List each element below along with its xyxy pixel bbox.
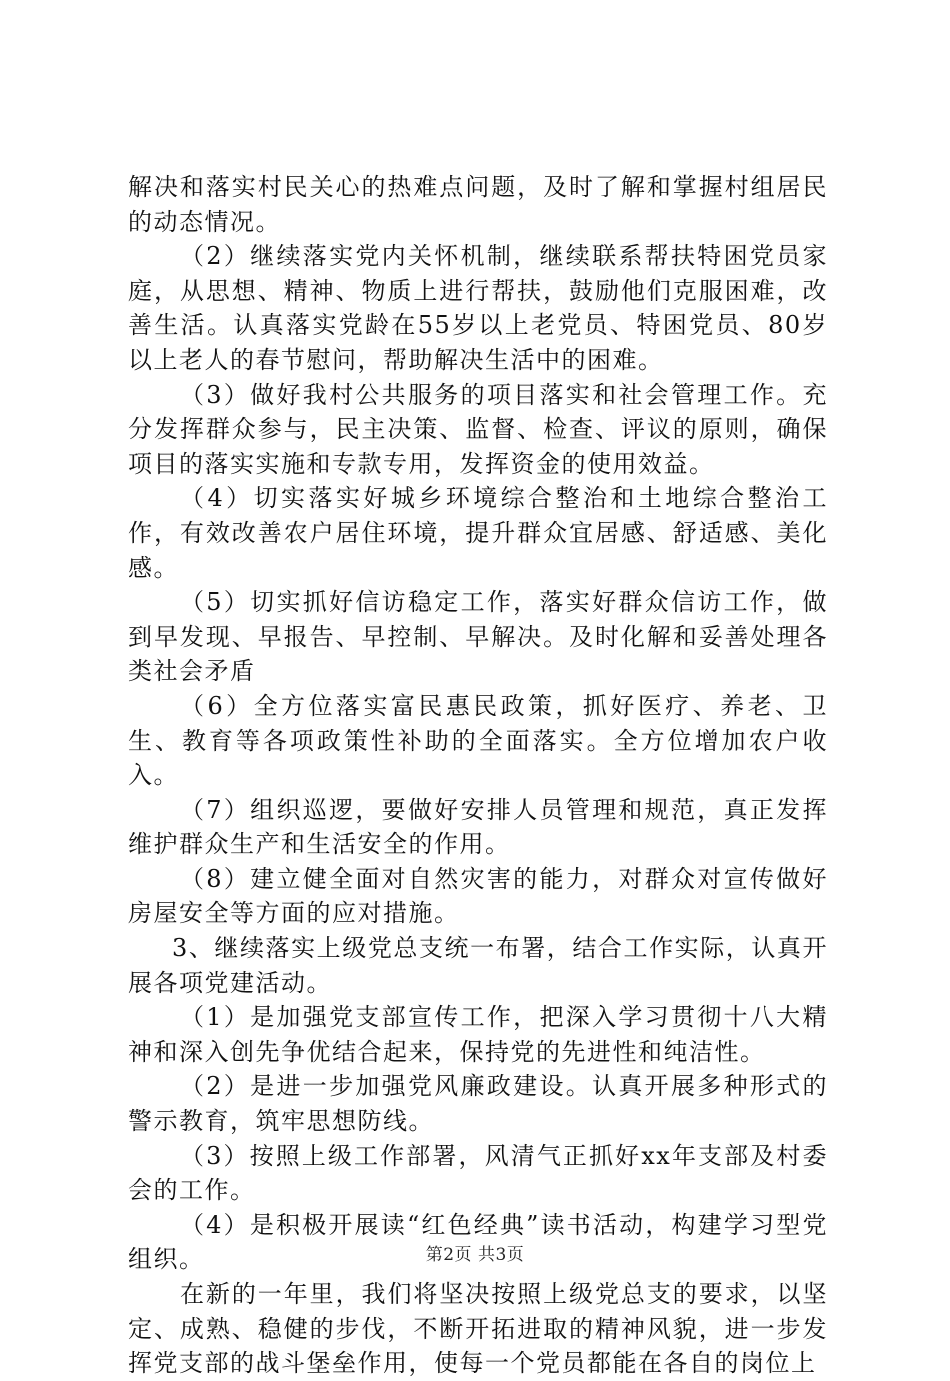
paragraph-item-7: （7）组织巡逻，要做好安排人员管理和规范，真正发挥维护群众生产和生活安全的作用。 [128, 795, 828, 859]
paragraph-sub-1: （1）是加强党支部宣传工作，把深入学习贯彻十八大精神和深入创先争优结合起来，保持党的先进性和纯洁性。 [128, 1003, 828, 1066]
paragraph-closing: 在新的一年里，我们将坚决按照上级党总支的要求，以坚定、成熟、稳健的步伐，不断开拓进取的精神风貌，进一步发挥党支部的战斗堡垒作用，使每一个党员都能在各自的岗位上 [128, 1280, 828, 1378]
paragraph-item-6: （6）全方位落实富民惠民政策，抓好医疗、养老、卫生、教育等各项政策性补助的全面落实。全方位增加农户收入。 [128, 691, 828, 790]
paragraph-sub-4: （4）是积极开展读“红色经典”读书活动，构建学习型党组织。 [128, 1210, 828, 1274]
paragraph-sub-3: （3）按照上级工作部署，风清气正抓好xx年支部及村委会的工作。 [128, 1141, 828, 1205]
paragraph-item-4: （4）切实落实好城乡环境综合整治和土地综合整治工作，有效改善农户居住环境，提升群众宜居感、舒适感、美化感。 [128, 484, 828, 582]
paragraph-item-5: （5）切实抓好信访稳定工作，落实好群众信访工作，做到早发现、早报告、早控制、早解决。及时化解和妥善处理各类社会矛盾 [128, 588, 828, 686]
paragraph-intro: 解决和落实村民关心的热难点问题，及时了解和掌握村组居民的动态情况。 [128, 173, 828, 236]
paragraph-item-3: （3）做好我村公共服务的项目落实和社会管理工作。充分发挥群众参与，民主决策、监督、检查、评议的原则，确保项目的落实实施和专款专用，发挥资金的使用效益。 [128, 380, 828, 478]
paragraph-item-2: （2）继续落实党内关怀机制，继续联系帮扶特困党员家庭，从思想、精神、物质上进行帮扶，鼓励他们克服困难，改善生活。认真落实党龄在55岁以上老党员、特困党员、80岁以上老人的春节慰问，帮助解决生活中的困难。 [128, 242, 828, 374]
paragraph-sub-2: （2）是进一步加强党风廉政建设。认真开展多种形式的警示教育，筑牢思想防线。 [128, 1072, 828, 1136]
paragraph-item-8: （8）建立健全面对自然灾害的能力，对群众对宣传做好房屋安全等方面的应对措施。 [128, 864, 828, 928]
document-body [128, 170, 828, 1381]
paragraph-section-3: 3、继续落实上级党总支统一布署，结合工作实际，认真开展各项党建活动。 [128, 934, 828, 997]
page-number-footer: 第2页 共3页 [425, 1245, 525, 1265]
